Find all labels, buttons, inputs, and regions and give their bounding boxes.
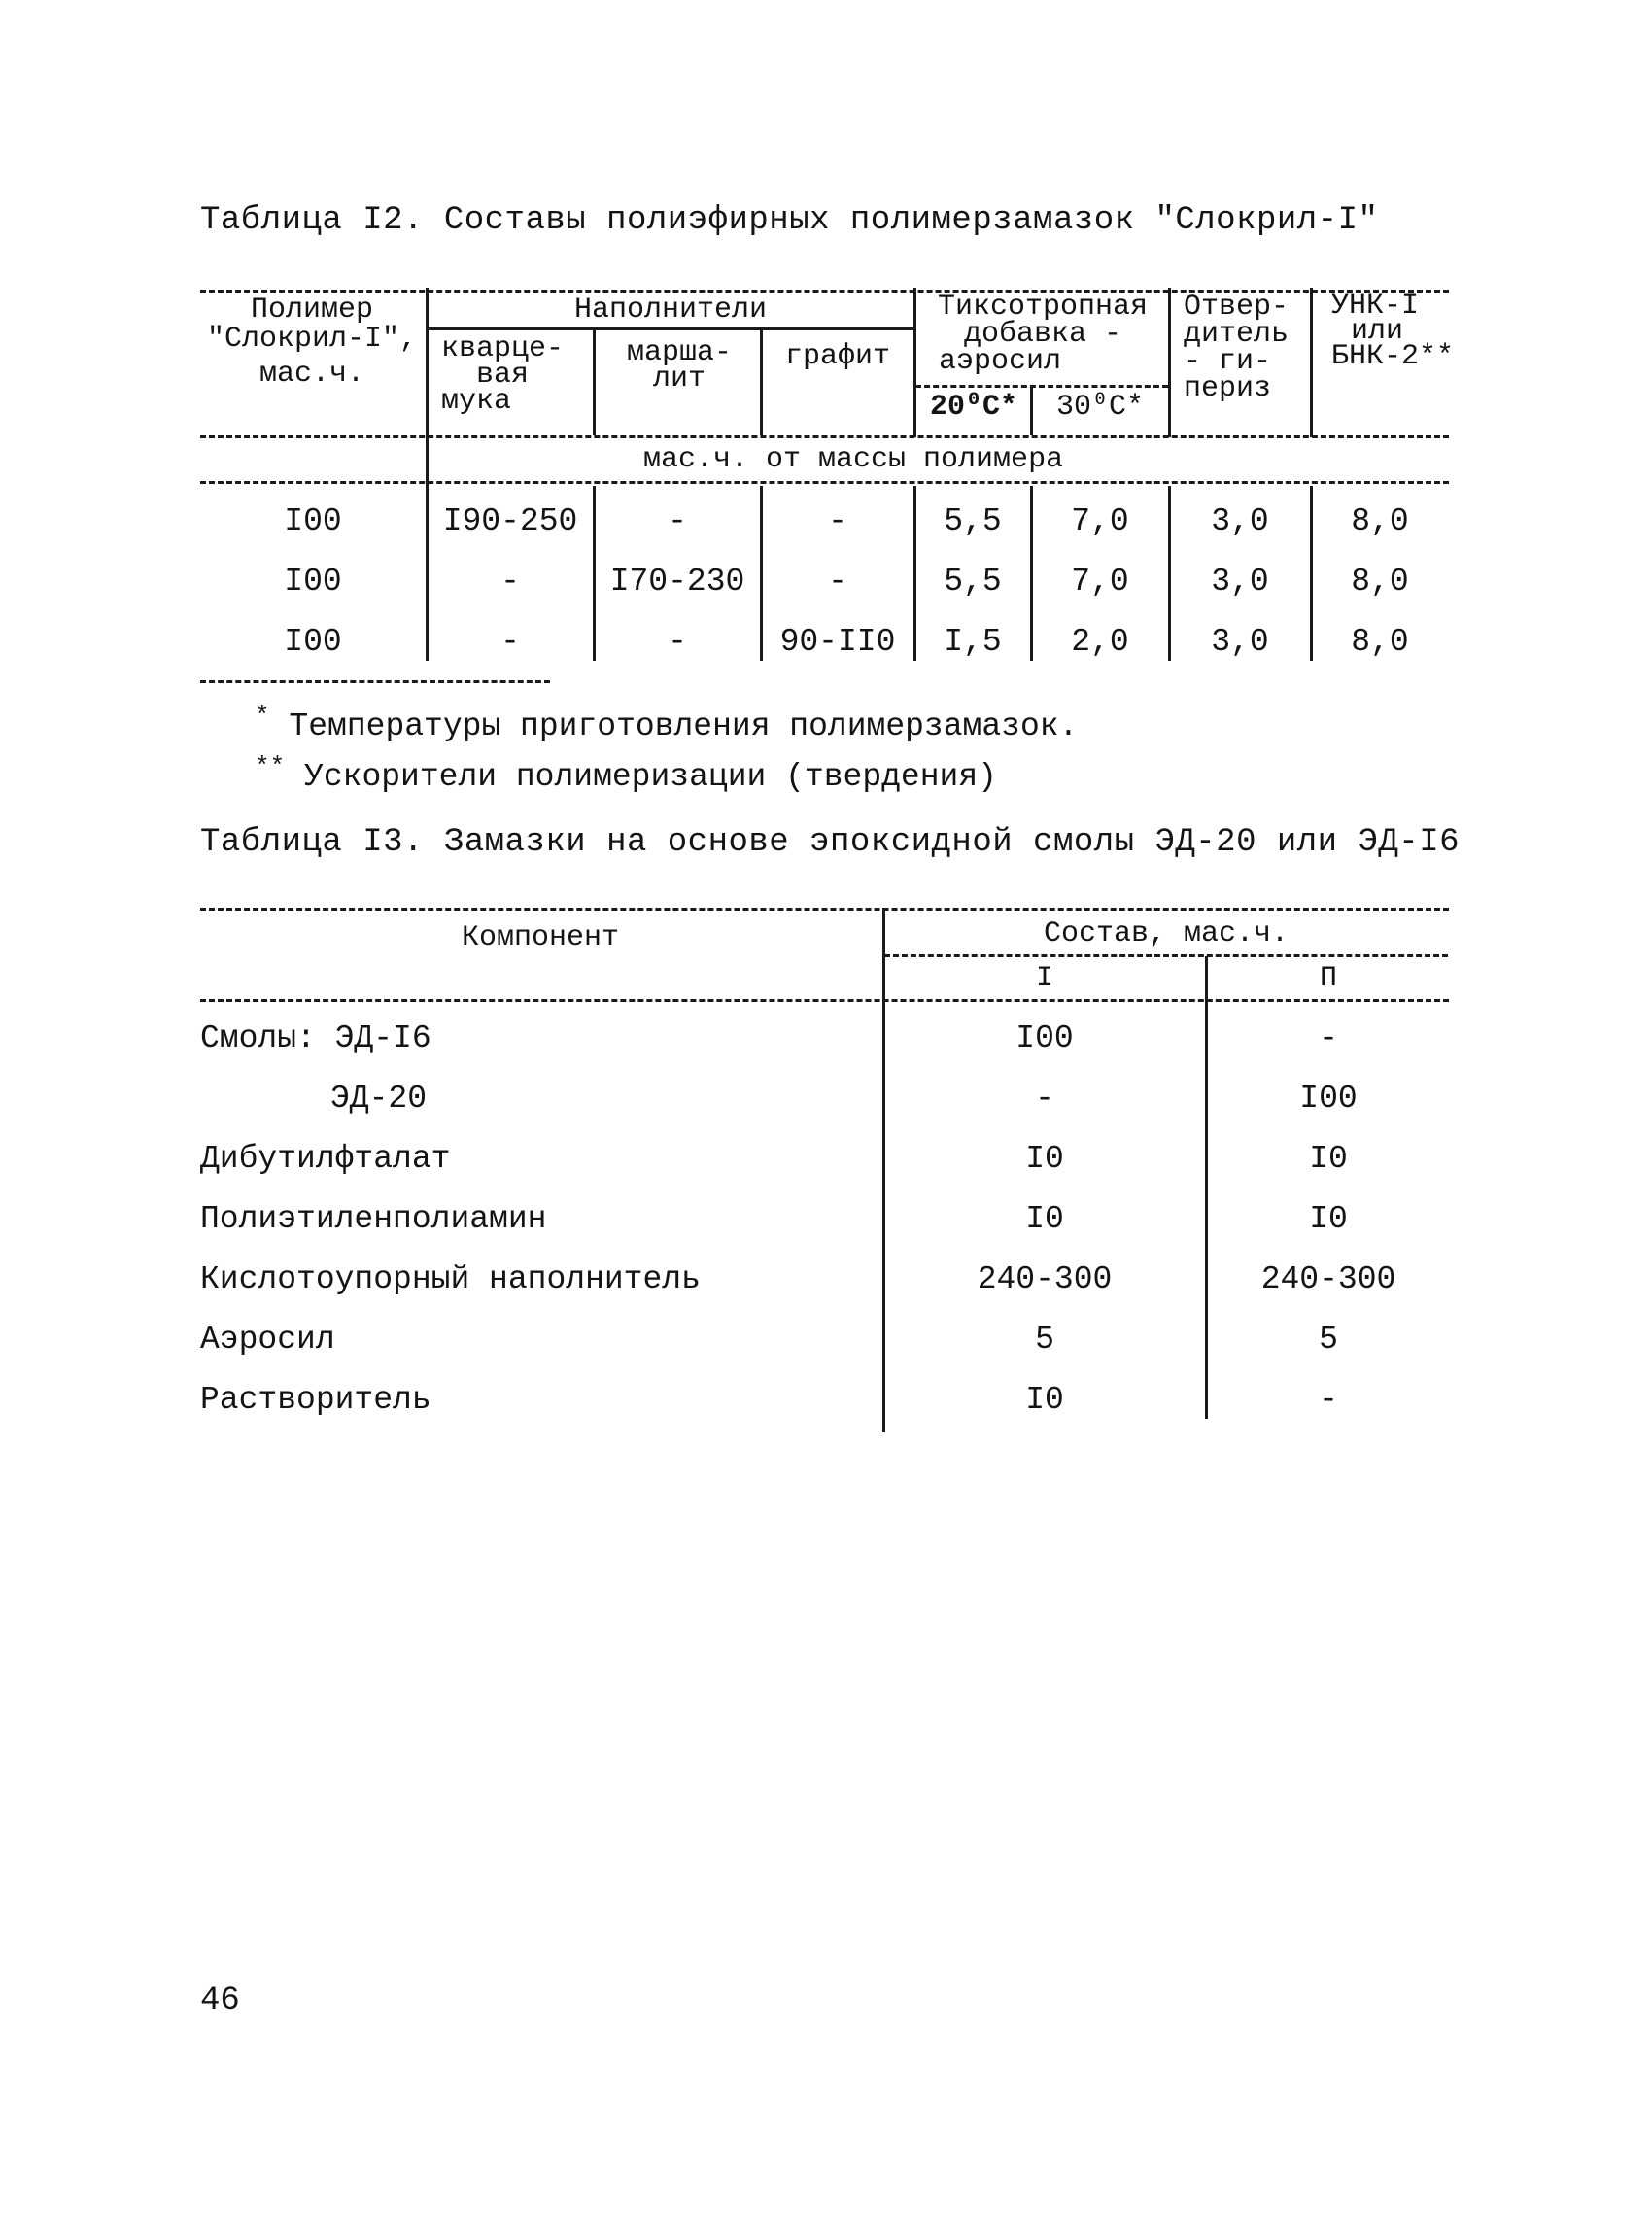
header-accel: УНК-I или БНК-2** (1331, 290, 1455, 373)
cell-t20: 5,5 (944, 503, 1002, 539)
cell-accel: 8,0 (1351, 624, 1409, 660)
vline-body-quartz (593, 486, 596, 661)
cell-c2: I00 (1299, 1081, 1358, 1117)
vline-body-marshalit (760, 486, 763, 661)
table-row: I00 (284, 624, 342, 660)
list-item: Дибутилфталат (200, 1141, 451, 1177)
cell-marshalit: - (668, 624, 687, 660)
header-col1: I (1035, 962, 1053, 995)
cell-graphite: 90-II0 (779, 624, 896, 660)
cell-marshalit: - (668, 503, 687, 539)
cell-c1: - (1035, 1081, 1054, 1117)
header-quartz: кварце- вая мука (441, 332, 565, 418)
cell-c2: 240-300 (1260, 1261, 1396, 1297)
vline-body-graphite (913, 486, 916, 661)
vline-thixo (1168, 288, 1171, 437)
composition-underline (884, 954, 1448, 957)
table13-top-rule (200, 908, 1449, 911)
cell-c1: 240-300 (977, 1261, 1113, 1297)
list-item: Аэросил (200, 1322, 335, 1358)
header-composition: Состав, мас.ч. (1043, 917, 1290, 950)
fillers-underline (428, 327, 913, 330)
list-item: Полиэтиленполиамин (200, 1201, 547, 1237)
cell-t20: I,5 (944, 624, 1002, 660)
cell-hardener: 3,0 (1211, 624, 1269, 660)
header-graphite: графит (784, 340, 891, 373)
cell-c1: I0 (1025, 1201, 1064, 1237)
cell-c2: - (1319, 1020, 1338, 1056)
note-1: * Температуры приготовления полимерзамазок. (255, 702, 1079, 744)
thixo-underline (915, 385, 1168, 388)
vline-body-hardener (1310, 486, 1313, 661)
cell-c2: 5 (1319, 1322, 1338, 1358)
vline-polymer (426, 288, 429, 486)
table-row: I00 (284, 564, 342, 600)
header-polymer: Полимер "Слокрил-I", мас.ч. (206, 293, 418, 391)
list-item: ЭД-20 (330, 1081, 428, 1117)
cell-hardener: 3,0 (1211, 503, 1269, 539)
table12-caption: Таблица I2. Составы полиэфирных полимерзамазок "Слокрил-I" (200, 202, 1379, 239)
vline-body-polymer (426, 486, 429, 661)
cell-c1: I0 (1025, 1382, 1064, 1418)
vline-marshalit (760, 330, 763, 435)
cell-t30: 7,0 (1071, 503, 1129, 539)
cell-accel: 8,0 (1351, 503, 1409, 539)
header-hardener: Отвер- дитель - ги- периз (1184, 291, 1290, 405)
vline-body-t20 (1030, 486, 1033, 661)
vline-hardener (1310, 288, 1313, 437)
header-thixo: Тиксотропная добавка - аэросил (937, 291, 1149, 378)
unit-row-rule (200, 481, 1449, 484)
note-2: ** Ускорители полимеризации (твердения) (255, 752, 997, 795)
cell-accel: 8,0 (1351, 564, 1409, 600)
table-row: I00 (284, 503, 342, 539)
header-fillers: Наполнители (573, 293, 768, 327)
cell-quartz: I90-250 (442, 503, 578, 539)
list-item: Растворитель (200, 1382, 431, 1418)
cell-marshalit: I70-230 (609, 564, 745, 600)
cell-quartz: - (500, 564, 520, 600)
cell-c2: - (1319, 1382, 1338, 1418)
header-t30: 30⁰С* (1055, 391, 1145, 424)
cell-c1: I00 (1015, 1020, 1074, 1056)
cell-c2: I0 (1309, 1141, 1348, 1177)
cell-t20: 5,5 (944, 564, 1002, 600)
list-item: Кислотоупорный наполнитель (200, 1261, 701, 1297)
table13-caption: Таблица I3. Замазки на основе эпоксидной смолы ЭД-20 или ЭД-I6 (200, 824, 1461, 861)
cell-c1: 5 (1035, 1322, 1054, 1358)
list-item: Смолы: ЭД-I6 (200, 1020, 431, 1056)
header-marshalit: марша- лит (626, 336, 733, 396)
cell-hardener: 3,0 (1211, 564, 1269, 600)
vline-body-thixo (1168, 486, 1171, 661)
vline-quartz (593, 330, 596, 435)
table12-bottom-rule (200, 680, 550, 683)
page-number: 46 (200, 1982, 240, 2019)
vline-t20 (1030, 387, 1033, 435)
vline-graphite (913, 288, 916, 437)
cell-c2: I0 (1309, 1201, 1348, 1237)
header-component: Компонент (461, 921, 620, 954)
header-t20: 20⁰С* (929, 391, 1018, 424)
unit-row: мас.ч. от массы полимера (643, 443, 1064, 476)
cell-c1: I0 (1025, 1141, 1064, 1177)
cell-graphite: - (828, 503, 847, 539)
header-bottom-rule (200, 435, 1449, 438)
table13-header-bottom (200, 999, 1449, 1002)
header-col2: П (1319, 962, 1337, 995)
cell-t30: 2,0 (1071, 624, 1129, 660)
cell-quartz: - (500, 624, 520, 660)
cell-graphite: - (828, 564, 847, 600)
cell-t30: 7,0 (1071, 564, 1129, 600)
vline-col1 (1205, 956, 1208, 1419)
